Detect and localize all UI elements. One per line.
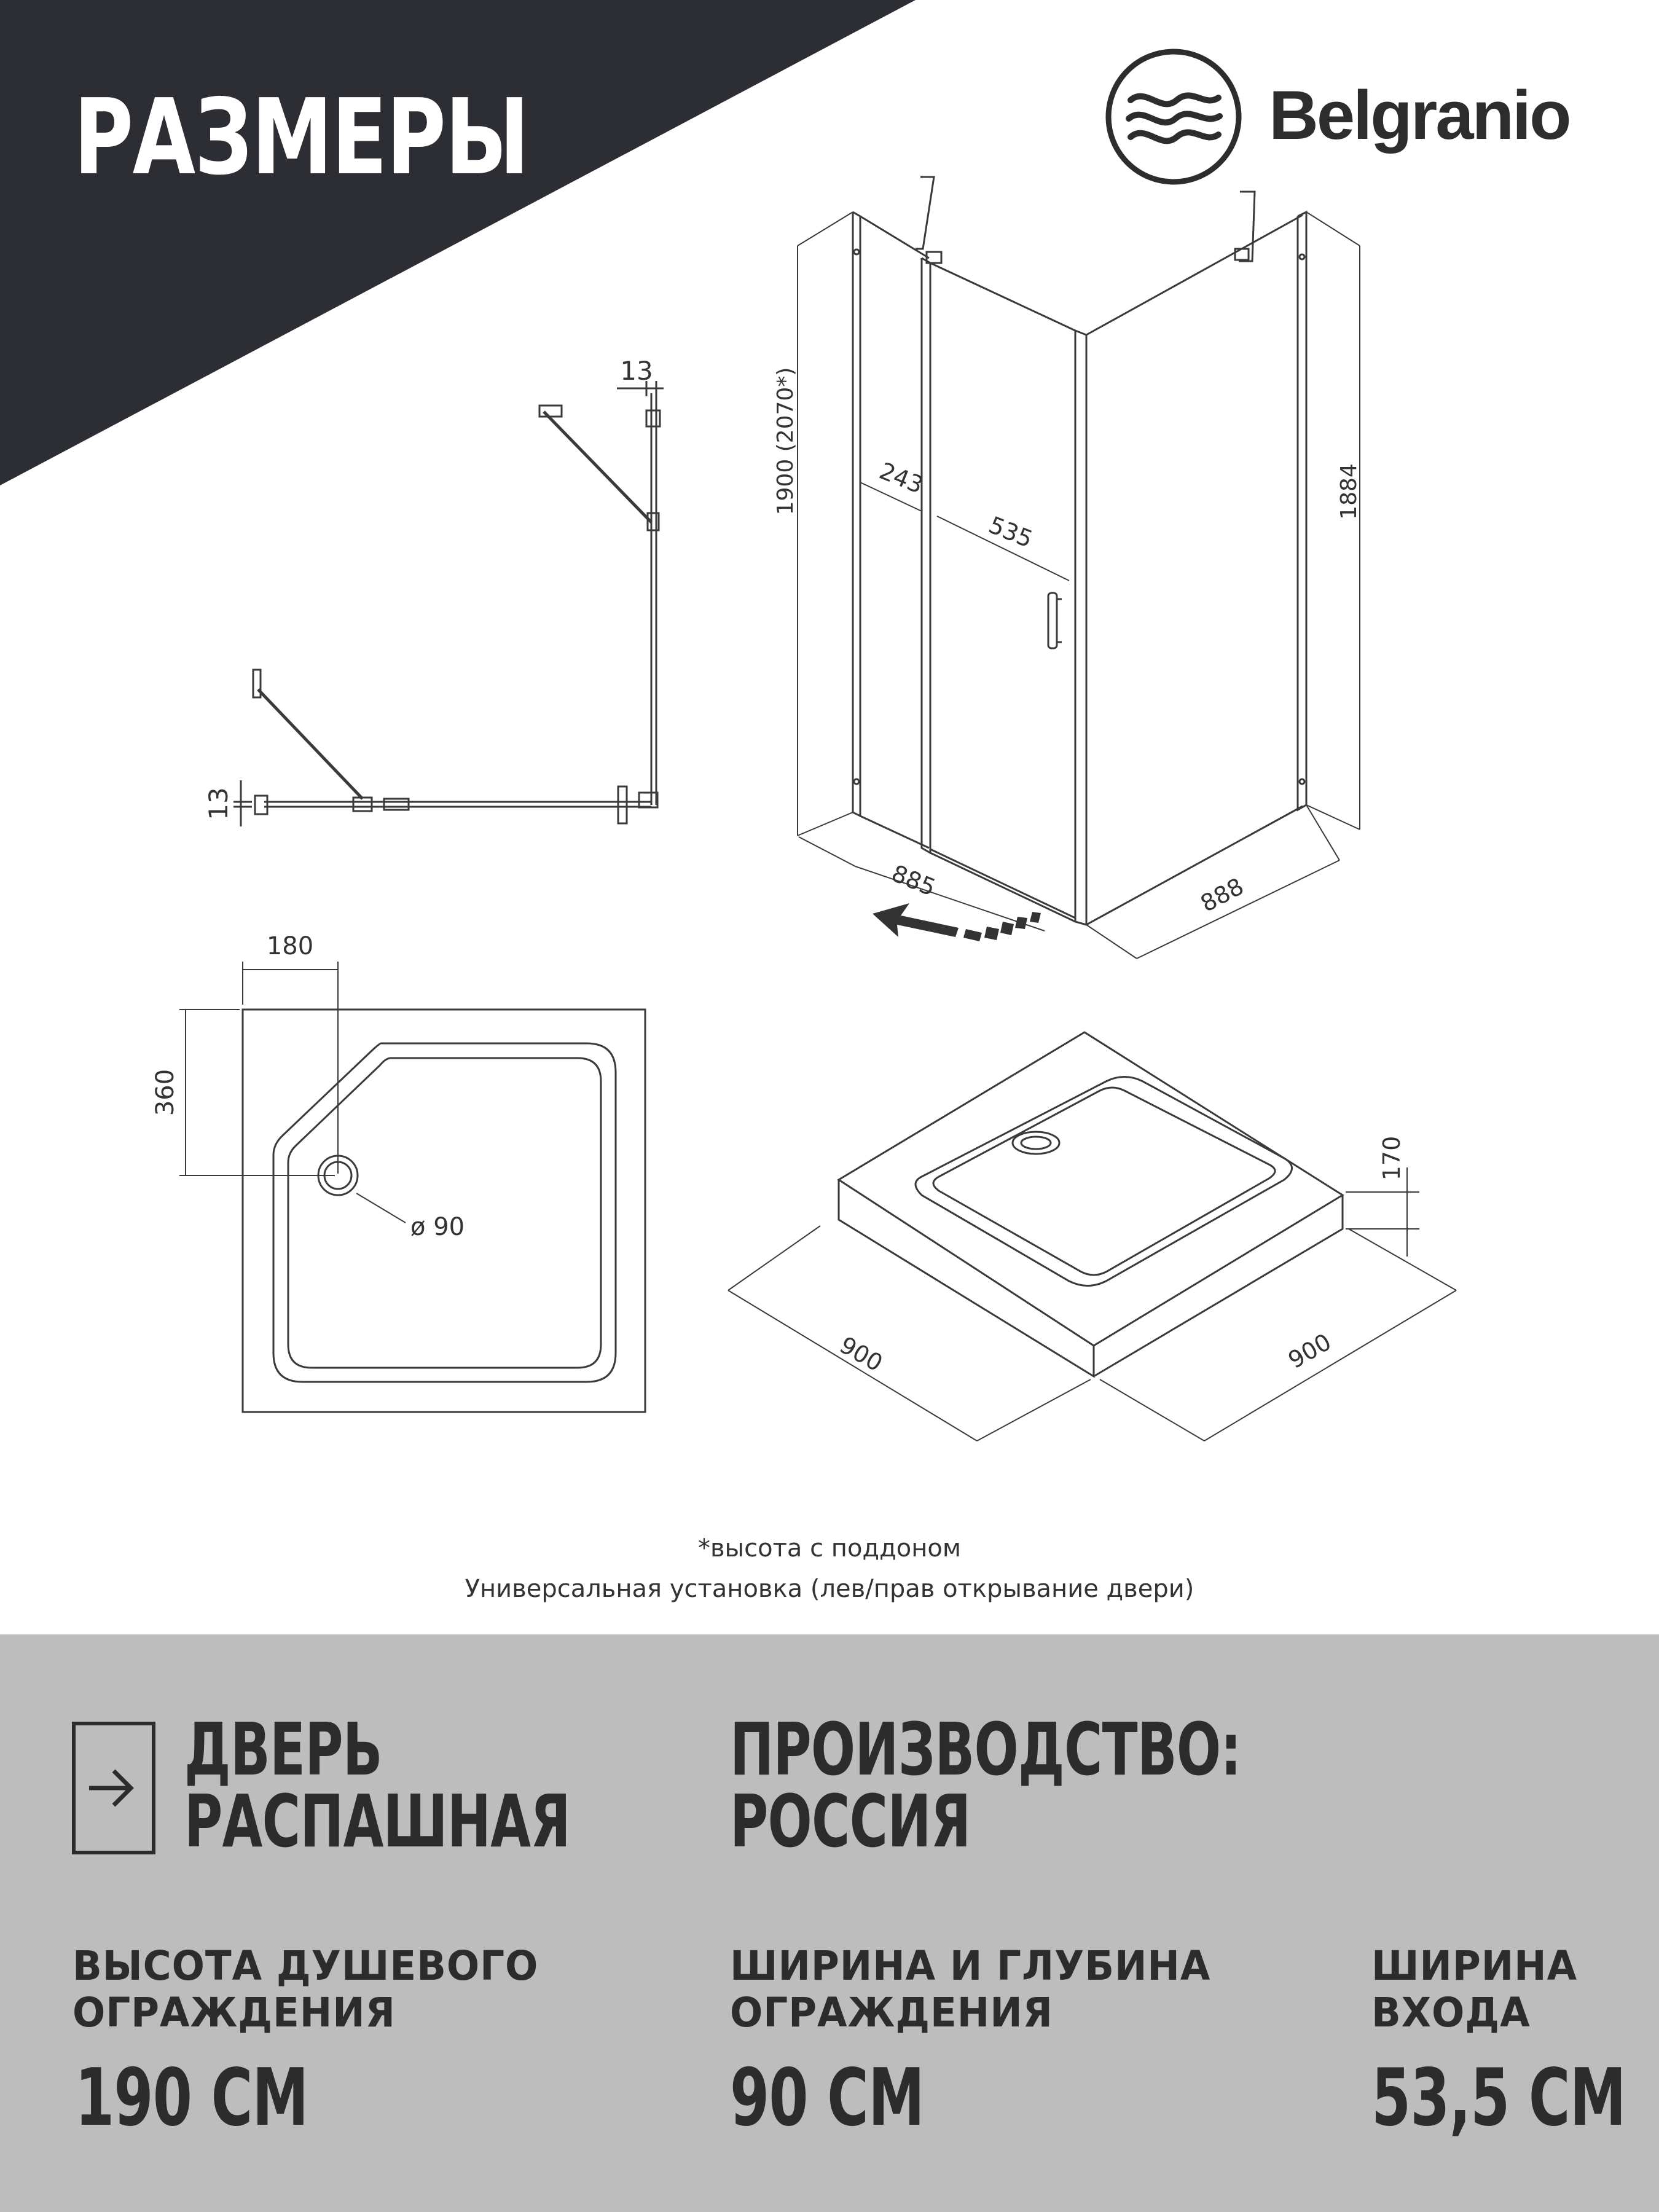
feature-origin-line2: РОССИЯ (730, 1779, 971, 1864)
dim-height-right: 1884 (1336, 463, 1362, 520)
feature-door-line2: РАСПАШНАЯ (184, 1779, 570, 1864)
spec-entry-label-1: ШИРИНА (1371, 1942, 1578, 1990)
note-with-tray: *высота с поддоном (697, 1534, 962, 1563)
feature-origin-line1: ПРОИЗВОДСТВО: (730, 1707, 1241, 1792)
dim-width-front: 885 (888, 859, 939, 901)
dim-fixed-panel: 243 (876, 457, 927, 499)
door-arrow-icon (71, 1720, 157, 1856)
brand-name: Belgranio (1269, 77, 1570, 154)
rotation-arrow-icon (873, 903, 1041, 941)
dim-drain-diameter: ø 90 (410, 1213, 465, 1241)
dim-tray-width-left: 900 (835, 1331, 887, 1377)
spec-width-label-1: ШИРИНА И ГЛУБИНА (730, 1942, 1211, 1990)
dim-door-width: 535 (985, 511, 1037, 553)
spec-entry-value: 53,5 СМ (1371, 2052, 1626, 2144)
enclosure-drawing (798, 177, 1360, 959)
dim-profile-side: 13 (203, 787, 233, 820)
spec-height-value: 190 СМ (75, 2052, 308, 2144)
tray-plan-drawing (179, 962, 645, 1412)
dim-drain-offset-x: 180 (266, 932, 314, 960)
spec-width-label-2: ОГРАЖДЕНИЯ (730, 1989, 1053, 2036)
dim-height-left: 1900 (2070*) (773, 367, 798, 516)
page-title: РАЗМЕРЫ (74, 77, 529, 198)
dim-width-side: 888 (1196, 873, 1249, 917)
dim-tray-height: 170 (1378, 1135, 1405, 1181)
spec-height-label-2: ОГРАЖДЕНИЯ (73, 1989, 396, 2036)
tray-iso-drawing (728, 1032, 1456, 1441)
note-universal-install: Универсальная установка (лев/прав открывание двери) (465, 1575, 1194, 1603)
spec-entry-label-2: ВХОДА (1371, 1989, 1531, 2036)
spec-height-label-1: ВЫСОТА ДУШЕВОГО (73, 1942, 539, 1990)
spec-width-value: 90 СМ (730, 2052, 925, 2144)
top-view-drawing (233, 381, 664, 826)
dim-profile-width: 13 (620, 356, 653, 386)
dim-drain-offset-y: 360 (151, 1069, 179, 1116)
dim-tray-width-right: 900 (1284, 1328, 1336, 1374)
feature-door-line1: ДВЕРЬ (184, 1707, 382, 1792)
